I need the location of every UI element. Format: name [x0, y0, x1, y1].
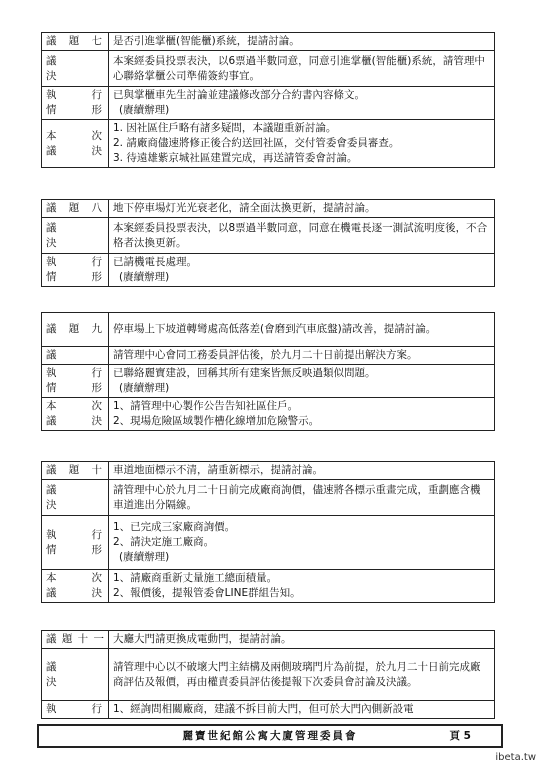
page-number: 頁 5 — [449, 730, 471, 742]
item-label: 議題十 — [42, 462, 109, 480]
handler-note: (賡續辦理) — [119, 104, 170, 116]
resolution-text: 本案經委員投票表決，以8票過半數同意，同意在機電長逐一測試流明度後，不合格者汰換更新。 — [109, 218, 495, 254]
handler-note: (賡續辦理) — [119, 382, 170, 394]
current-label: 本次 議決 — [42, 570, 109, 603]
resolution-text: 請管理中心以不破壞大門主結構及兩側玻璃門片為前提，於九月二十日前完成廠商評估及報價，再由權責委員評估後提報下次委員會討論及決議。 — [109, 649, 495, 701]
status-text: 已請機電長處理。 (賡續辦理) — [109, 254, 495, 287]
handler-note: (賡續辦理) — [119, 271, 170, 283]
item-title: 停車場上下坡道轉彎處高低落差(會磨到汽車底盤)請改善，提請討論。 — [109, 313, 495, 347]
status-text: 1、經詢問相關廠商，建議不拆目前大門，但可於大門內側新設電 — [109, 701, 495, 719]
resolution-text: 本案經委員投票表決，以6票過半數同意，同意引進掌櫃(智能櫃)系統，請管理中心聯絡掌櫃公司準備簽約事宜。 — [109, 51, 495, 87]
resolution-label: 議 決 — [42, 480, 109, 516]
handler-note: (賡續辦理) — [119, 551, 170, 563]
resolution-text: 請管理中心會同工務委員評估後，於九月二十日前提出解決方案。 — [109, 347, 495, 365]
current-text: 1、請管理中心製作公告告知社區住戶。 2、現場危險區域製作槽化線增加危險警示。 — [109, 398, 495, 431]
resolution-label: 議 決 — [42, 51, 109, 87]
agenda-item-8 — [41, 199, 495, 287]
status-label: 執行 — [42, 701, 109, 719]
status-label: 執行 情形 — [42, 87, 109, 120]
item-label: 議題七 — [42, 33, 109, 51]
item-title: 車道地面標示不清，請重新標示，提請討論。 — [109, 462, 495, 480]
current-text: 1. 因社區住戶略有諸多疑問，本議題重新討論。 2. 請廠商儘速將修正後合約送回社區，交付管委會委員審查。 3. 待遠雄紫京城社區建置完成，再送請管委會討論。 — [109, 120, 495, 168]
item-label: 議題八 — [42, 200, 109, 218]
status-label: 執行 情形 — [42, 254, 109, 287]
status-text: 1、已完成三家廠商詢價。 2、請決定施工廠商。 (賡續辦理) — [109, 516, 495, 570]
agenda-item-7 — [41, 32, 495, 168]
page-footer — [37, 724, 503, 748]
current-label: 本次 議決 — [42, 120, 109, 168]
agenda-item-10 — [41, 461, 495, 603]
agenda-item-11 — [41, 630, 495, 719]
status-label: 執行 情形 — [42, 516, 109, 570]
resolution-label: 議 — [42, 347, 109, 365]
current-label: 本次 議決 — [42, 398, 109, 431]
agenda-item-9 — [41, 312, 495, 431]
status-text: 已聯絡麗寶建設，回稱其所有建案皆無反映過類似問題。 (賡續辦理) — [109, 365, 495, 398]
current-text: 1、請廠商重新丈量施工總面積量。 2、報價後，提報管委會LINE群組告知。 — [109, 570, 495, 603]
resolution-label: 議 決 — [42, 649, 109, 701]
item-title: 是否引進掌櫃(智能櫃)系統，提請討論。 — [109, 33, 495, 51]
item-label: 議題九 — [42, 313, 109, 347]
resolution-label: 議 決 — [42, 218, 109, 254]
item-label: 議題十一 — [42, 631, 109, 649]
status-label: 執行 情形 — [42, 365, 109, 398]
status-text: 已與掌櫃車先生討論並建議修改部分合約書內容條文。 (賡續辦理) — [109, 87, 495, 120]
resolution-text: 請管理中心於九月二十日前完成廠商詢價，儘速將各標示重畫完成，重劃應含機車道進出分隔線。 — [109, 480, 495, 516]
footer-org: 麗寶世紀館公寓大廈管理委員會 — [182, 730, 358, 742]
item-title: 地下停車場灯光光衰老化，請全面汰換更新，提請討論。 — [109, 200, 495, 218]
item-title: 大廳大門請更換成電動門，提請討論。 — [109, 631, 495, 649]
watermark: ibeta.tw — [495, 752, 536, 763]
